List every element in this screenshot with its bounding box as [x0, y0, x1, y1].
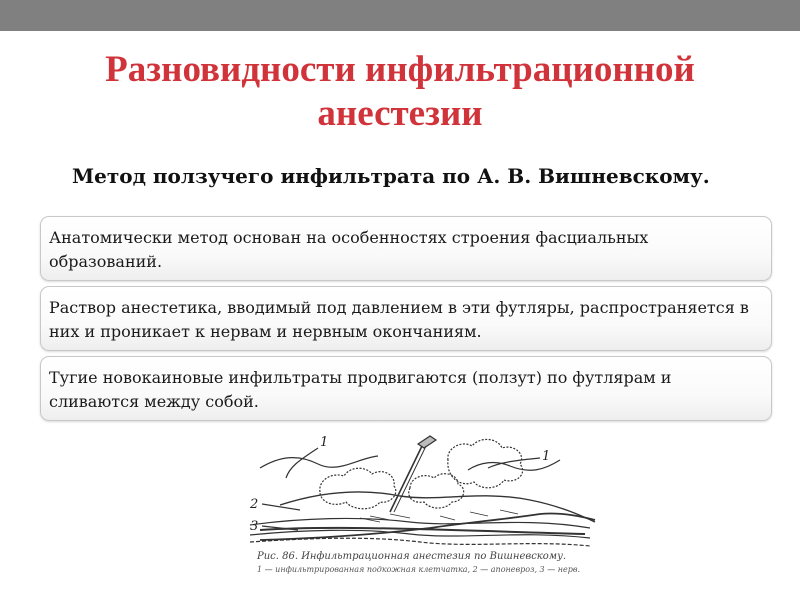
point-item-1: Анатомически метод основан на особенностях строения фасциальных образований.	[40, 216, 772, 281]
points-list	[40, 216, 772, 426]
point-item-2: Раствор анестетика, вводимый под давлением в эти футляры, распространяется в них и проникает к нервам и нервным окончаниям.	[40, 286, 772, 351]
figure-label-3: 3	[250, 519, 259, 534]
slide-subtitle: Метод ползучего инфильтрата по А. В. Вишневскому.	[72, 164, 710, 188]
figure-caption-line-2: 1 — инфильтрированная подкожная клетчатка, 2 — апоневроз, 3 — нерв.	[257, 565, 581, 574]
figure-caption-line-1: Рис. 86. Инфильтрационная анестезия по Вишневскому.	[257, 551, 567, 562]
figure-label-2: 2	[250, 497, 259, 512]
figure-caption	[257, 550, 617, 576]
point-item-3: Тугие новокаиновые инфильтраты продвигаются (ползут) по футлярам и сливаются между собой.	[40, 356, 772, 421]
slide-title: Разновидности инфильтрационной анестезии	[105, 49, 695, 134]
figure-label-1a: 1	[320, 435, 329, 450]
top-bar	[0, 0, 800, 31]
figure-label-1b: 1	[542, 449, 551, 464]
